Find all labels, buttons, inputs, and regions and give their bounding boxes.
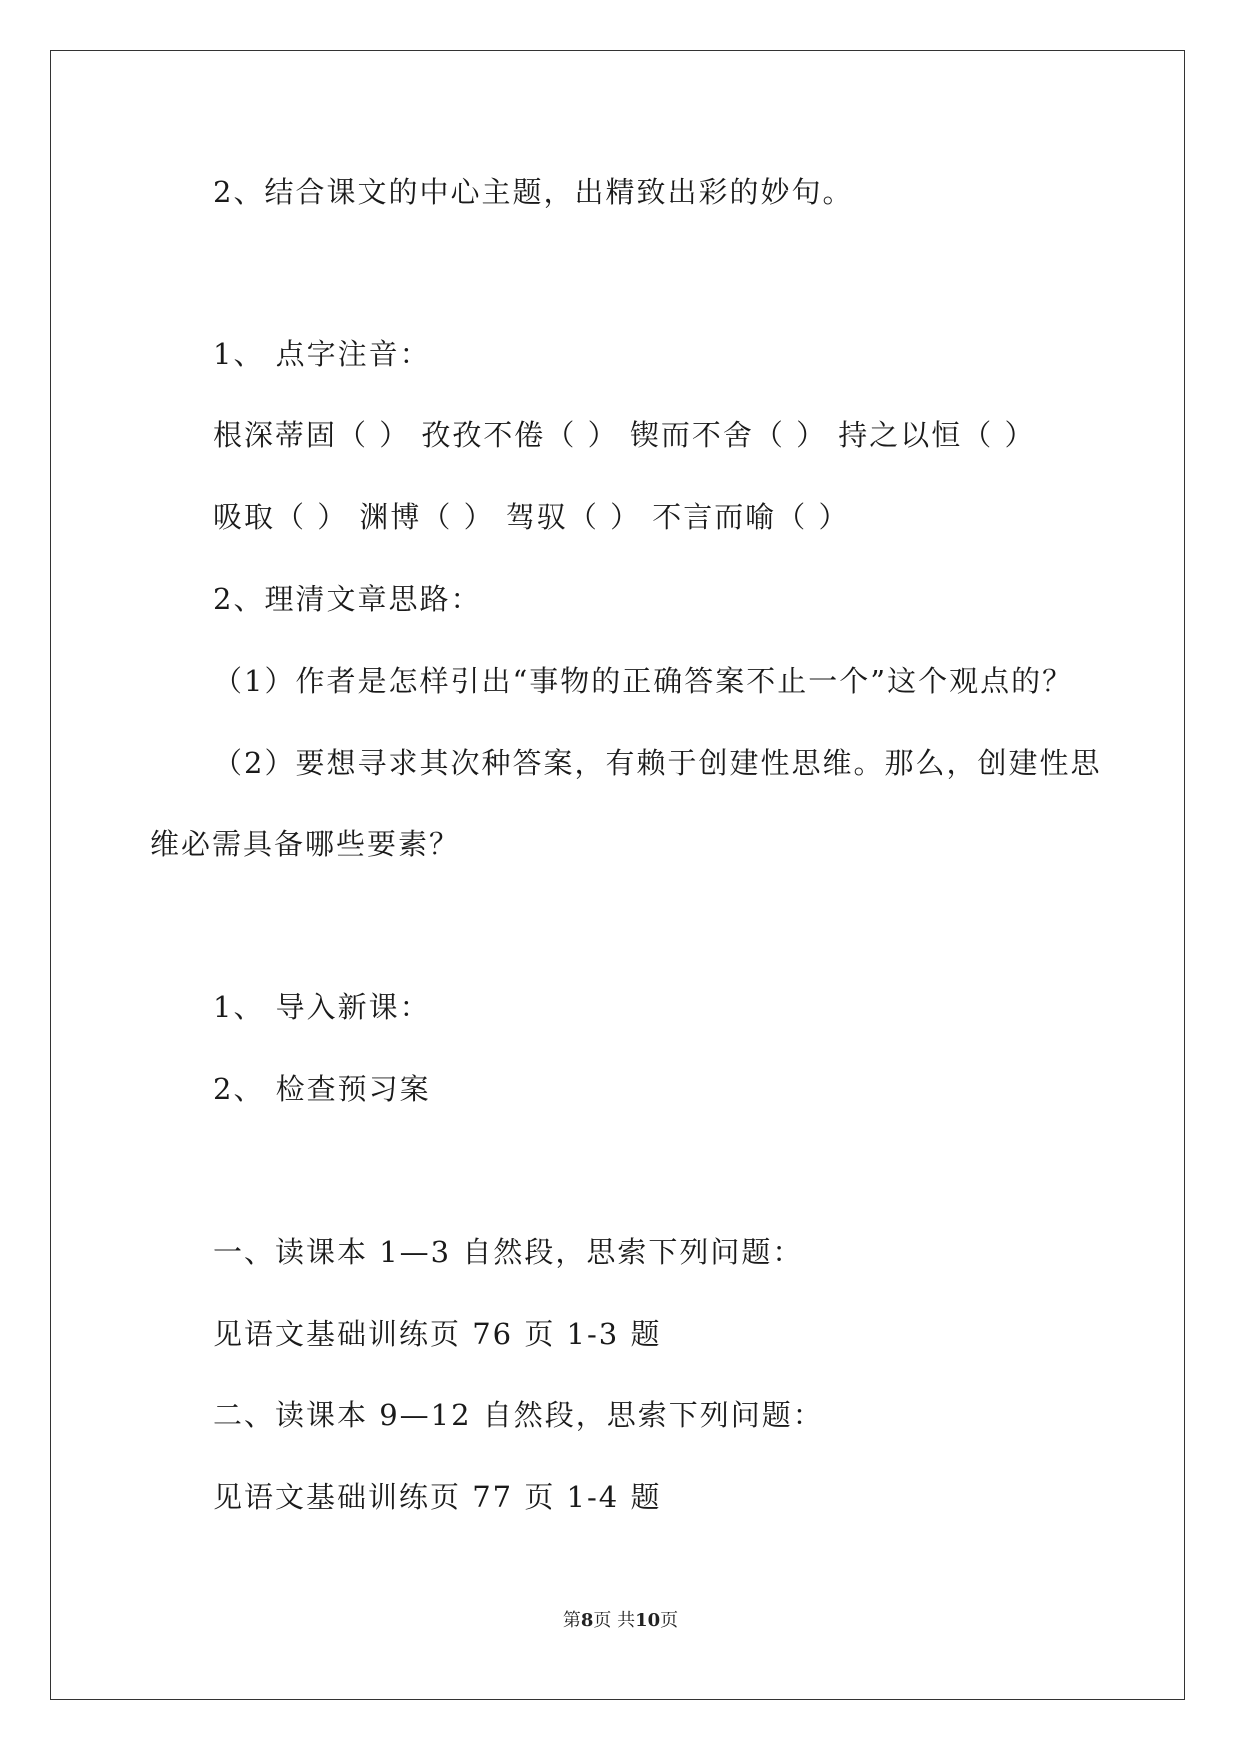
text-line: 维必需具备哪些要素？: [150, 827, 461, 861]
text-line: 1、 点字注音：: [213, 337, 431, 371]
text-line: 2、结合课文的中心主题，出精致出彩的妙句。: [213, 175, 854, 209]
page-border: [50, 50, 1185, 1700]
text-line: 1、 导入新课：: [213, 990, 431, 1024]
text-line: 一、读课本 1—3 自然段，思索下列问题：: [213, 1235, 804, 1269]
total-page-number: 10: [635, 1610, 661, 1631]
text-line: 2、 检查预习案: [213, 1072, 431, 1106]
page-footer: [0, 1610, 1241, 1632]
text-line: 根深蒂固（ ） 孜孜不倦（ ） 锲而不舍（ ） 持之以恒（ ）: [213, 418, 1036, 452]
text-line: 吸取（ ） 渊博（ ） 驾驭（ ） 不言而喻（ ）: [213, 500, 850, 534]
text-line: 2、理清文章思路：: [213, 582, 482, 616]
text-line: （1）作者是怎样引出“事物的正确答案不止一个”这个观点的？: [213, 664, 1074, 698]
page-middle: 页 共: [593, 1610, 636, 1631]
text-line: 二、读课本 9—12 自然段，思索下列问题：: [213, 1398, 824, 1432]
text-line: （2）要想寻求其次种答案，有赖于创建性思维。那么，创建性思: [213, 746, 1102, 780]
page-prefix: 第: [562, 1610, 581, 1631]
page-suffix: 页: [660, 1610, 679, 1631]
current-page-number: 8: [580, 1610, 594, 1631]
text-line: 见语文基础训练页 77 页 1-4 题: [213, 1480, 662, 1514]
text-line: 见语文基础训练页 76 页 1-3 题: [213, 1317, 662, 1351]
